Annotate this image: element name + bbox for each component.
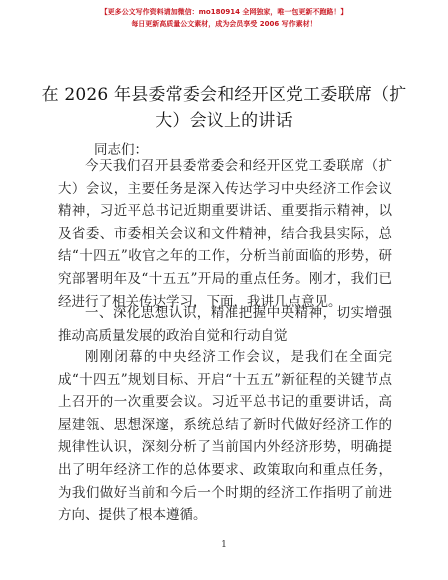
promo-banner xyxy=(0,6,448,30)
document-title: 在 2026 年县委常委会和经开区党工委联席（扩大）会议上的讲话 xyxy=(41,85,407,131)
section-heading-1: 一、深化思想认识，精准把握中央精神，切实增强推动高质量发展的政治自觉和行动自觉 xyxy=(58,305,392,344)
page-number: 1 xyxy=(221,540,227,550)
promo-banner-line-2: 每日更新高质量公文素材，成为会员享受 2006 写作素材！ xyxy=(131,20,317,28)
promo-banner-line-1: 【更多公文写作资料请加微信：mo180914 全网独家，唯一包更新不跑路！】 xyxy=(100,8,348,16)
paragraph-section-1: 刚刚闭幕的中央经济工作会议，是我们在全面完成“十四五”规划目标、开启“十五五”新征程的关键节点上召开的一次重要会议。习近平总书记的重要讲话，高屋建瓴、思想深邃，系统总结了新时代做好经济工作的规律性认识，深刻分析了当前国内外经济形势，明确提出了明年经济工作的总体要求、政策取向和重点任务，为我们做好当前和今后一个时期的经济工作指明了前进方向、提供了根本遵循。 xyxy=(58,349,392,524)
paragraph-intro: 今天我们召开县委常委会和经开区党工委联席（扩大）会议，主要任务是深入传达学习中央经济工作会议精神，习近平总书记近期重要讲话、重要指示精神，以及省委、市委相关会议和文件精神，结合我县实际，总结“十四五”收官之年的工作，分析当前面临的形势，研究部署明年及“十五五”开局的重点任务。刚才，我们已经进行了相关传达学习，下面，我讲几点意见。 xyxy=(58,158,392,310)
greeting: 同志们： xyxy=(94,142,148,158)
